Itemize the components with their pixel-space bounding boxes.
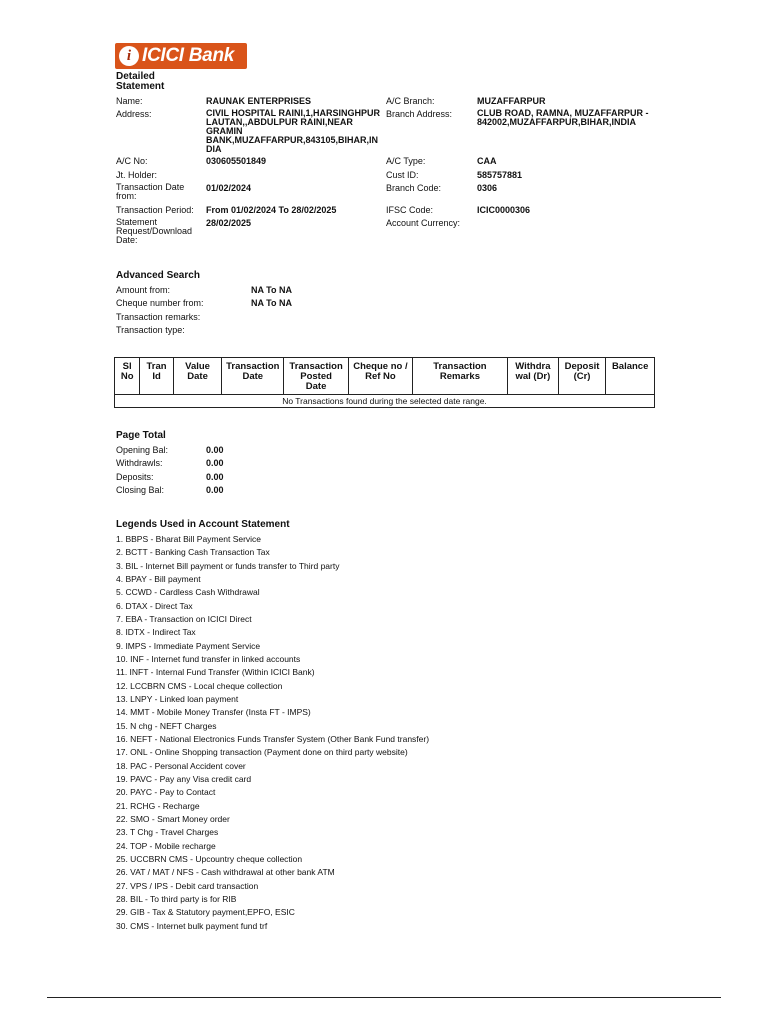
branch-address-label: Branch Address: <box>386 109 453 119</box>
txn-period-label: Transaction Period: <box>116 205 194 215</box>
deposits-value: 0.00 <box>206 472 224 482</box>
legend-item: 18. PAC - Personal Accident cover <box>116 760 246 771</box>
header-line: Deposit <box>564 361 600 372</box>
branch-address-line: 842002,MUZAFFARPUR,BIHAR,INDIA <box>477 117 637 127</box>
deposits-label: Deposits: <box>116 472 154 482</box>
header-line: wal (Dr) <box>515 371 551 382</box>
header-line: Tran <box>146 361 167 372</box>
label-line: Statement <box>116 217 158 227</box>
address-line: LAUTAN,,ABDULPUR RAINI,NEAR <box>206 117 353 127</box>
stmt-date-value: 28/02/2025 <box>206 218 252 228</box>
col-header-deposit <box>558 358 606 395</box>
col-header-tran-id <box>140 358 173 395</box>
branch-address-value <box>477 109 648 127</box>
withdrawls-label: Withdrawls: <box>116 458 163 468</box>
legend-item: 12. LCCBRN CMS - Local cheque collection <box>116 680 283 691</box>
legend-item: 8. IDTX - Indirect Tax <box>116 627 196 638</box>
branch-address-line: CLUB ROAD, RAMNA, MUZAFFARPUR - <box>477 108 649 118</box>
legend-item: 17. ONL - Online Shopping transaction (Payment done on third party website) <box>116 747 408 758</box>
cheque-from-label: Cheque number from: <box>116 298 204 308</box>
header-line: Posted <box>300 371 332 382</box>
amount-from-value: NA To NA <box>251 285 292 295</box>
header-line: Id <box>152 371 161 382</box>
col-header-posted-date <box>284 358 349 395</box>
address-line: GRAMIN <box>206 126 243 136</box>
legend-item: 21. RCHG - Recharge <box>116 800 200 811</box>
legend-item: 1. BBPS - Bharat Bill Payment Service <box>116 534 262 544</box>
legend-item: 28. BIL - To third party is for RIB <box>116 893 237 904</box>
header-line: Date <box>242 371 264 382</box>
legend-item: 16. NEFT - National Electronics Funds Transfer System (Other Bank Fund transfer) <box>116 733 430 744</box>
legend-item: 29. GIB - Tax & Statutory payment,EPFO, ESIC <box>116 907 295 918</box>
branch-code-value: 0306 <box>477 183 498 193</box>
legend-item: 20. PAYC - Pay to Contact <box>116 787 216 798</box>
account-address <box>206 109 380 154</box>
col-header-withdrawal <box>508 358 559 395</box>
header-line: Ref No <box>365 371 396 382</box>
col-header-transaction-date <box>222 358 284 395</box>
transactions-table <box>114 357 655 408</box>
col-header-cheque-ref <box>349 358 413 395</box>
legend-item: 13. LNPY - Linked loan payment <box>116 693 239 704</box>
legend-item: 24. TOP - Mobile recharge <box>116 840 216 851</box>
header-line: Sl <box>122 361 132 372</box>
header-line: Balance <box>611 361 649 372</box>
statement-title-line2: Statement <box>116 81 165 92</box>
label-line: Request/Download <box>116 226 193 236</box>
legend-item: 7. EBA - Transaction on ICICI Direct <box>116 613 252 624</box>
ac-type-label: A/C Type: <box>386 156 426 166</box>
col-header-remarks <box>412 358 507 395</box>
legend-item: 15. N chg - NEFT Charges <box>116 720 217 731</box>
cheque-from-value: NA To NA <box>251 298 292 308</box>
advanced-search-title: Advanced Search <box>116 270 200 281</box>
legend-item: 19. PAVC - Pay any Visa credit card <box>116 773 252 784</box>
account-number: 030605501849 <box>206 156 267 166</box>
legend-item: 5. CCWD - Cardless Cash Withdrawal <box>116 587 260 598</box>
txn-period-value: From 01/02/2024 To 28/02/2025 <box>206 205 337 215</box>
txn-date-from-label <box>116 183 202 201</box>
legend-item: 9. IMPS - Immediate Payment Service <box>116 640 261 651</box>
label-line: from: <box>116 191 137 201</box>
legend-item: 26. VAT / MAT / NFS - Cash withdrawal at other bank ATM <box>116 867 335 878</box>
cust-id-label: Cust ID: <box>386 170 419 180</box>
legends-title: Legends Used in Account Statement <box>116 519 290 530</box>
legend-item: 23. T Chg - Travel Charges <box>116 827 219 838</box>
address-line: DIA <box>206 144 222 154</box>
col-header-sl-no <box>115 358 140 395</box>
legend-item: 3. BIL - Internet Bill payment or funds transfer to Third party <box>116 560 340 571</box>
opening-bal-value: 0.00 <box>206 445 224 455</box>
header-line: No <box>120 371 134 382</box>
legend-item: 4. BPAY - Bill payment <box>116 573 201 584</box>
ac-type-value: CAA <box>477 156 497 166</box>
empty-table-message: No Transactions found during the selected date range. <box>115 395 655 408</box>
header-line: Date <box>305 381 327 392</box>
currency-label: Account Currency: <box>386 218 461 228</box>
header-line: Value <box>185 361 210 372</box>
statement-title <box>116 72 164 92</box>
jt-holder-label: Jt. Holder: <box>116 170 158 180</box>
txn-date-from-value: 01/02/2024 <box>206 183 252 193</box>
withdrawls-value: 0.00 <box>206 458 224 468</box>
closing-bal-value: 0.00 <box>206 485 224 495</box>
legend-item: 25. UCCBRN CMS - Upcountry cheque collection <box>116 853 303 864</box>
table-header-row <box>115 358 655 395</box>
branch-value: MUZAFFARPUR <box>477 96 546 106</box>
legend-item: 30. CMS - Internet bulk payment fund trf <box>116 920 268 931</box>
address-label: Address: <box>116 109 152 119</box>
header-line: Transaction <box>226 361 280 372</box>
header-line: Withdra <box>515 361 551 372</box>
header-line: Transaction <box>289 361 343 372</box>
legend-list <box>116 533 676 933</box>
legend-item: 14. MMT - Mobile Money Transfer (Insta FT - IMPS) <box>116 707 311 718</box>
table-row <box>115 395 655 408</box>
legend-item: 6. DTAX - Direct Tax <box>116 600 193 611</box>
header-line: Date <box>187 371 208 382</box>
statement-title-line1: Detailed <box>116 71 155 82</box>
legend-item: 11. INFT - Internal Fund Transfer (Within ICICI Bank) <box>116 667 315 678</box>
txn-remarks-label: Transaction remarks: <box>116 312 201 322</box>
legend-item: 27. VPS / IPS - Debit card transaction <box>116 880 259 891</box>
ac-no-label: A/C No: <box>116 156 148 166</box>
address-line: BANK,MUZAFFARPUR,843105,BIHAR,IN <box>206 135 379 145</box>
col-header-balance <box>606 358 655 395</box>
legend-item: 10. INF - Internet fund transfer in linked accounts <box>116 653 301 664</box>
amount-from-label: Amount from: <box>116 285 171 295</box>
icici-i-mark-icon: i <box>119 46 139 66</box>
ifsc-value: ICIC0000306 <box>477 205 531 215</box>
label-line: Date: <box>116 235 138 245</box>
header-line: Transaction <box>433 361 487 372</box>
header-line: Cheque no / <box>353 361 408 372</box>
txn-type-label: Transaction type: <box>116 325 185 335</box>
branch-code-label: Branch Code: <box>386 183 442 193</box>
footer-divider <box>47 997 721 998</box>
account-name: RAUNAK ENTERPRISES <box>206 96 312 106</box>
legend-item: 22. SMO - Smart Money order <box>116 813 230 824</box>
logo-wordmark: ICICI Bank <box>142 45 235 66</box>
col-header-value-date <box>173 358 222 395</box>
header-line: (Cr) <box>573 371 591 382</box>
ifsc-label: IFSC Code: <box>386 205 434 215</box>
stmt-date-label <box>116 218 202 245</box>
icici-bank-logo <box>115 43 247 69</box>
cust-id-value: 585757881 <box>477 170 523 180</box>
name-label: Name: <box>116 96 143 106</box>
opening-bal-label: Opening Bal: <box>116 445 169 455</box>
label-line: Transaction Date <box>116 182 185 192</box>
branch-label: A/C Branch: <box>386 96 435 106</box>
header-line: Remarks <box>439 371 480 382</box>
page-total-title: Page Total <box>116 430 166 441</box>
legend-item: 2. BCTT - Banking Cash Transaction Tax <box>116 547 270 558</box>
address-line: CIVIL HOSPITAL RAINI,1,HARSINGHPUR <box>206 108 381 118</box>
closing-bal-label: Closing Bal: <box>116 485 165 495</box>
